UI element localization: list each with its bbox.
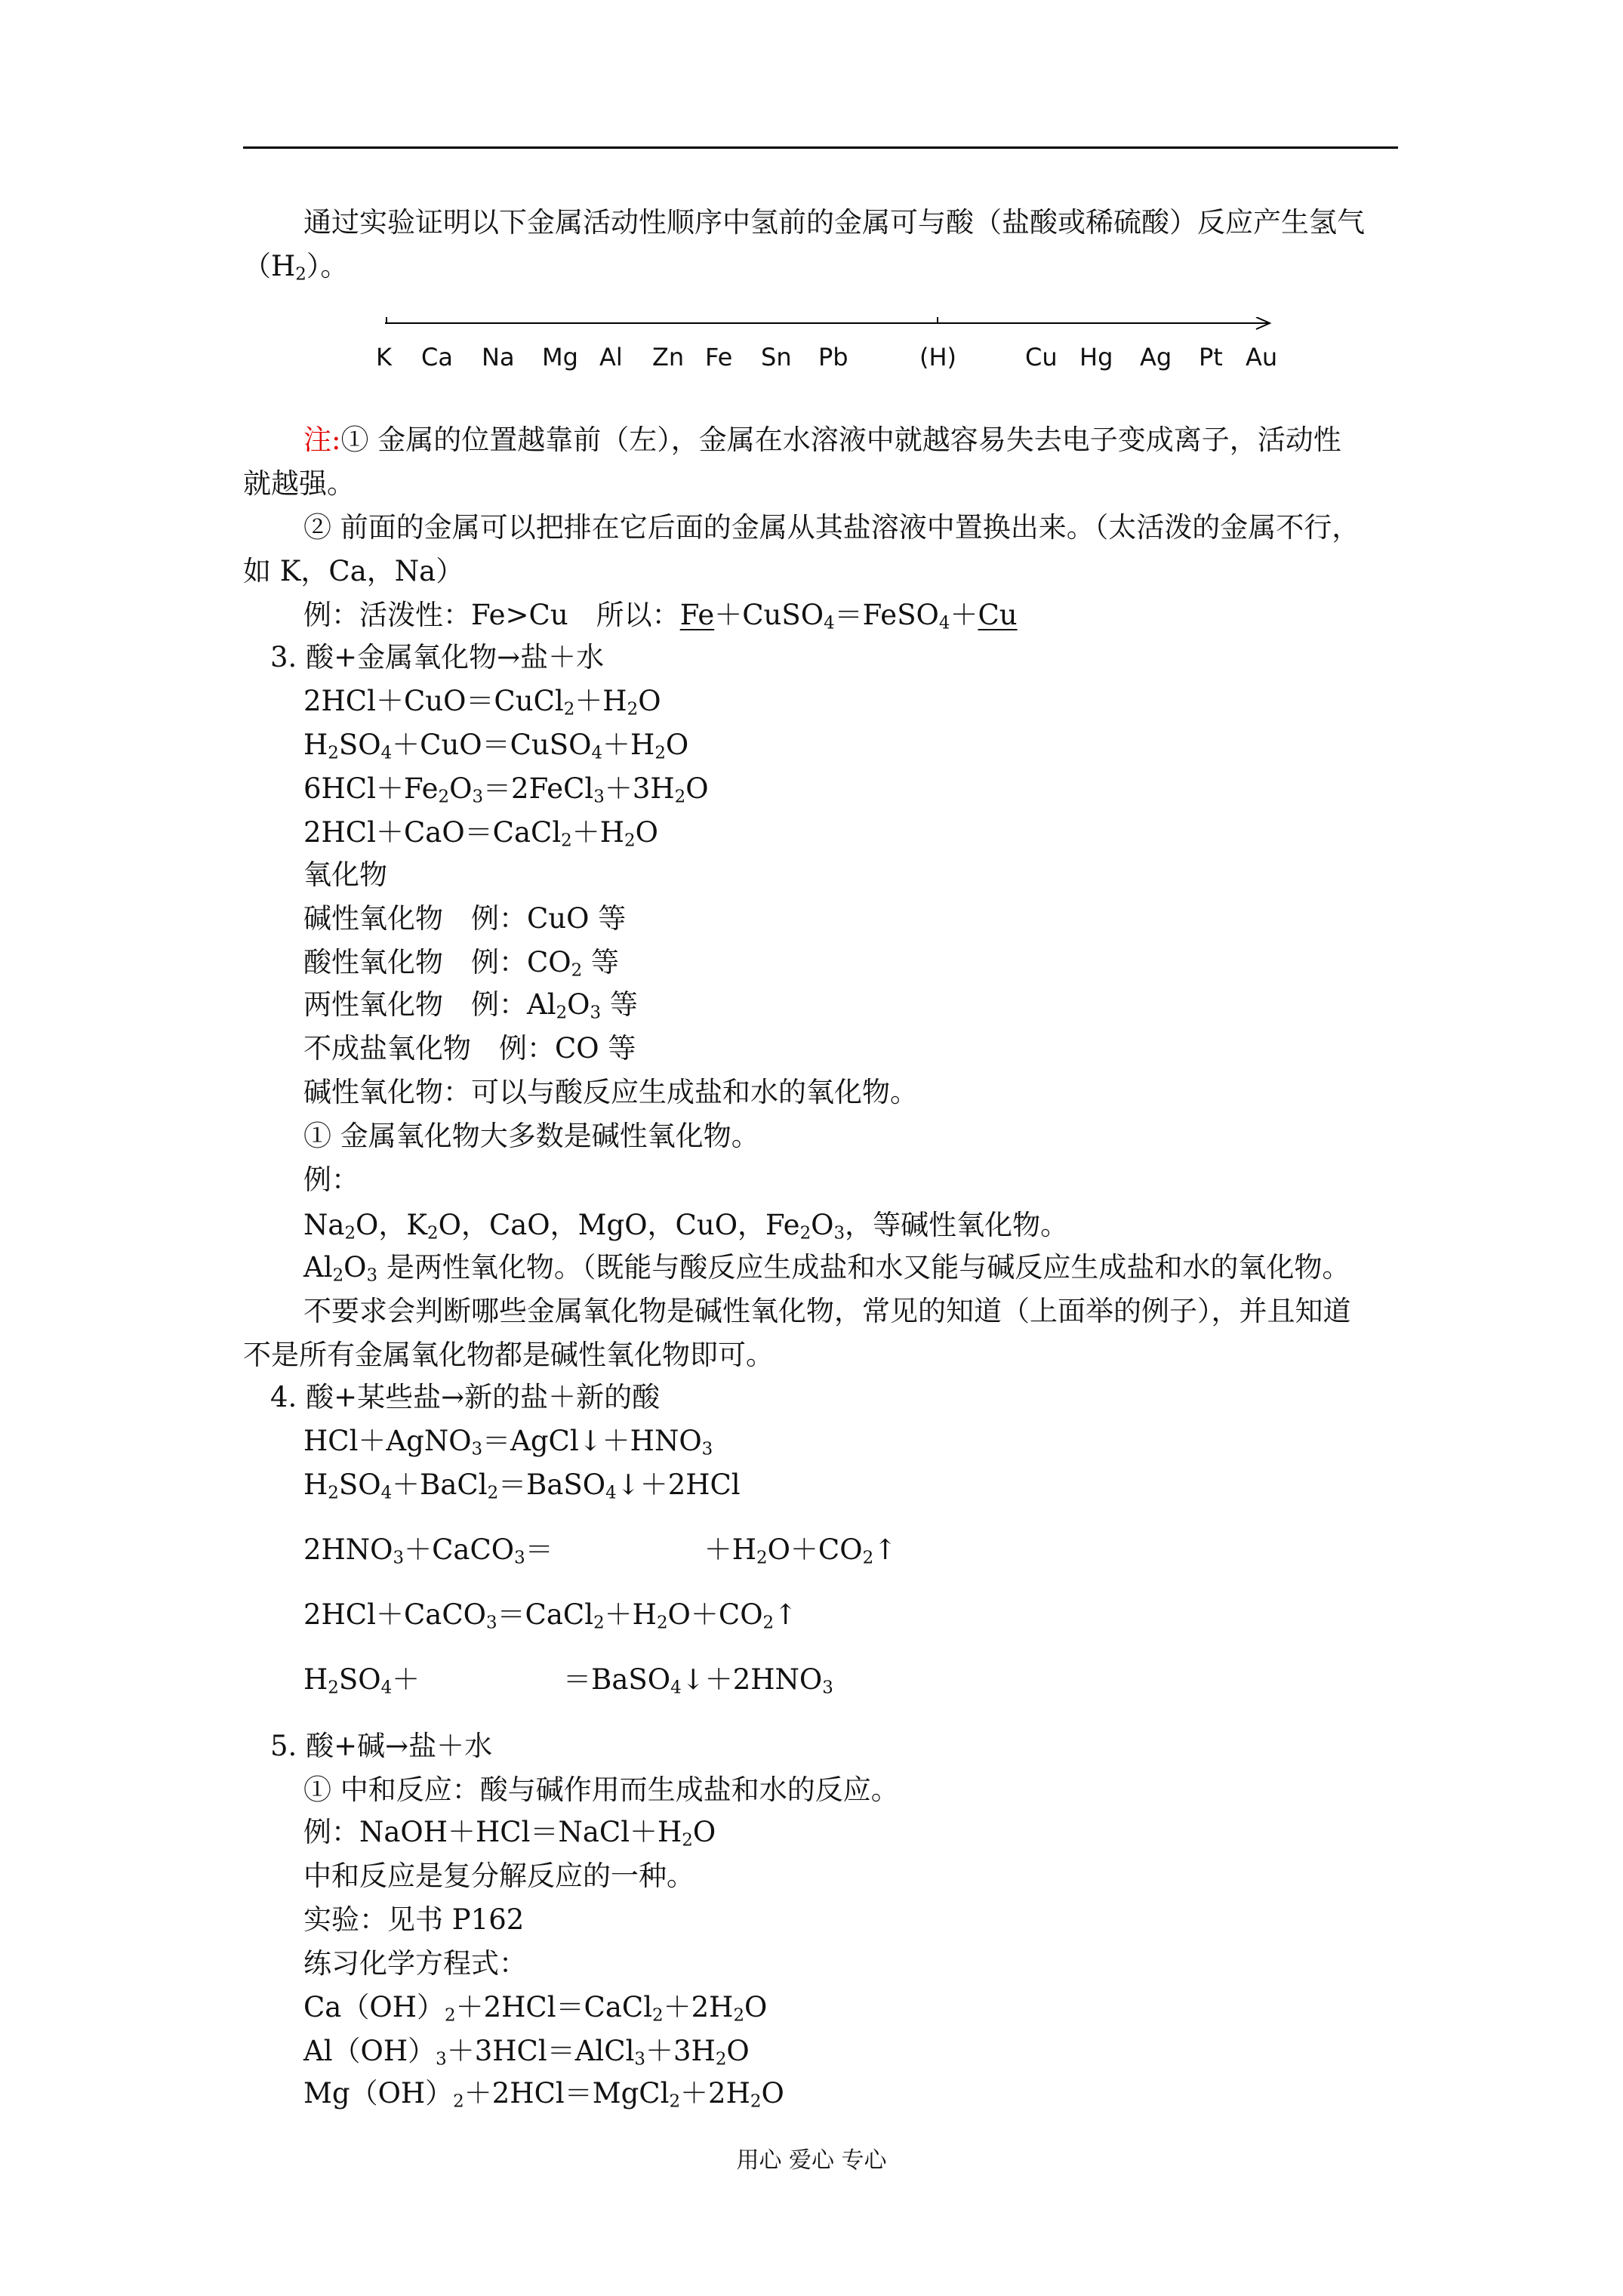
metal-ca: Ca [421, 343, 453, 371]
equation: $H_2SO_4+BaCl_2=BaSO_4↓+2HCl$ [303, 1469, 741, 1503]
metal-pb: Pb [818, 343, 848, 371]
section-5-title: 5. 酸+碱→盐＋水 [270, 1730, 493, 1762]
metal-pt: Pt [1199, 343, 1223, 371]
equation: $2HCl+CaCO_3=CaCl_2+H_2O+CO_2↑$ [303, 1598, 798, 1633]
note-1: 注:① 金属的位置越靠前（左），金属在水溶液中就越容易失去电子变成离子，活动性 [303, 424, 1341, 456]
equation-blank: $2HNO_3+CaCO_3=$ $+H_2O+CO_2↑$ [303, 1533, 898, 1568]
metal-hg: Hg [1079, 343, 1113, 371]
neutralization-example: 例：$NaOH+HCl=NaCl+H_2O$ [303, 1816, 716, 1851]
neutralization-def: ① 中和反应：酸与碱作用而生成盐和水的反应。 [303, 1774, 899, 1806]
oxide-heading: 氧化物 [303, 858, 387, 891]
equation: $6HCl+Fe_2O_3=2FeCl_3+3H_2O$ [303, 772, 709, 807]
equation: $Ca(OH)_2+2HCl=CaCl_2+2H_2O$ [303, 1991, 768, 2026]
equation: $2HCl+CuO=CuCl_2+H_2O$ [303, 685, 661, 720]
header-rule [243, 146, 1398, 149]
basic-oxide-definition: 碱性氧化物：可以与酸反应生成盐和水的氧化物。 [303, 1076, 918, 1108]
metal-ag: Ag [1140, 343, 1172, 371]
metal-zn: Zn [652, 343, 685, 371]
metal-mg: Mg [542, 343, 578, 371]
equation: $Mg(OH)_2+2HCl=MgCl_2+2H_2O$ [303, 2077, 784, 2112]
practice-heading: 练习化学方程式： [303, 1947, 527, 1980]
equation: $Al(OH)_3+3HCl=AlCl_3+3H_2O$ [303, 2035, 750, 2069]
oxide-acidic: 酸性氧化物 例：$CO_2$ 等 [303, 946, 620, 981]
requirement-note: 不要求会判断哪些金属氧化物是碱性氧化物，常见的知道（上面举的例子），并且知道 [303, 1295, 1351, 1327]
al2o3-note: $Al_2O_3$ 是两性氧化物。（既能与酸反应生成盐和水又能与碱反应生成盐和水的氧化物。 [303, 1251, 1350, 1286]
note-1-cont: 就越强。 [243, 467, 355, 500]
metal-cu: Cu [1025, 343, 1058, 371]
basic-oxide-list: $Na_2O$，$K_2O$，CaO，MgO，CuO，$Fe_2O_3$，等碱性氧化物。 [303, 1209, 1069, 1244]
equation: $HCl+AgNO_3=AgCl↓+HNO_3$ [303, 1425, 713, 1459]
equation: $2HCl+CaO=CaCl_2+H_2O$ [303, 816, 658, 851]
metal-k: K [376, 343, 392, 371]
activity-series-diagram [361, 317, 1282, 385]
metal-na: Na [482, 343, 515, 371]
metal-h: (H) [919, 343, 957, 371]
page-footer: 用心 爱心 专心 [736, 2147, 887, 2174]
oxide-amphoteric: 两性氧化物 例：$Al_2O_3$ 等 [303, 988, 638, 1023]
intro-line-2: $(H_2)$。 [243, 250, 349, 285]
note-label: 注: [303, 424, 341, 456]
basic-oxide-point: ① 金属氧化物大多数是碱性氧化物。 [303, 1120, 759, 1152]
metal-al: Al [599, 343, 623, 371]
example-label: 例： [303, 1163, 359, 1196]
neutralization-note: 中和反应是复分解反应的一种。 [303, 1860, 694, 1892]
experiment-ref: 实验：见书 P162 [303, 1903, 525, 1936]
note-example: 例：活泼性：Fe>Cu 所以：Fe＋CuSO$_4$＝FeSO$_4$＋Cu [303, 599, 1018, 633]
oxide-basic: 碱性氧化物 例：CuO 等 [303, 902, 627, 935]
metal-au: Au [1246, 343, 1278, 371]
section-3-title: 3. 酸+金属氧化物→盐＋水 [270, 641, 605, 673]
section-4-title: 4. 酸+某些盐→新的盐＋新的酸 [270, 1381, 661, 1413]
metal-fe: Fe [705, 343, 733, 371]
note-2-cont: 如 K，Ca，Na） [243, 555, 464, 587]
oxide-neutral: 不成盐氧化物 例：CO 等 [303, 1032, 636, 1065]
equation-blank: $H_2SO_4+$ $=BaSO_4↓+2HNO_3$ [303, 1663, 833, 1698]
intro-line-1: 通过实验证明以下金属活动性顺序中氢前的金属可与酸（盐酸或稀硫酸）反应产生氢气 [303, 206, 1365, 239]
requirement-note-cont: 不是所有金属氧化物都是碱性氧化物即可。 [243, 1339, 774, 1371]
metal-sn: Sn [761, 343, 792, 371]
equation: $H_2SO_4+CuO=CuSO_4+H_2O$ [303, 729, 689, 763]
note-2: ② 前面的金属可以把排在它后面的金属从其盐溶液中置换出来。（太活泼的金属不行， [303, 511, 1360, 544]
